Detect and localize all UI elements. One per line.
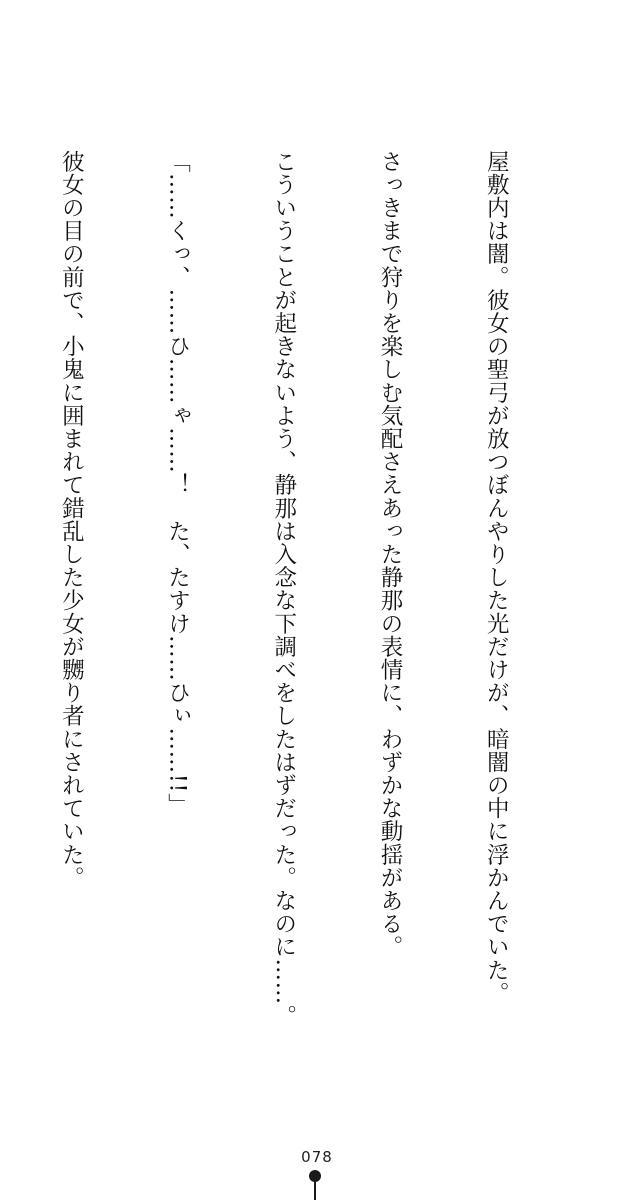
page-number: 078 <box>301 1148 333 1166</box>
page-marker-line <box>314 1181 316 1200</box>
text-line: 彼女の目の前で、小鬼に囲まれて錯乱した少女が嬲り者にされていた。 <box>58 150 85 890</box>
text-line: 「……くっ、……ひ……ゃ……！ た、たすけ……ひぃ……!!」 <box>164 150 191 817</box>
vertical-text-body <box>44 150 584 1030</box>
text-line: こういうことが起きないよう、静那は入念な下調べをしたはずだった。なのに……。 <box>270 150 297 1028</box>
text-line: さっきまで狩りを楽しむ気配さえあった静那の表情に、わずかな動揺がある。 <box>376 150 403 959</box>
text-line: 屋敷内は闇。彼女の聖弓が放つぼんやりした光だけが、暗闇の中に浮かんでいた。 <box>483 150 510 1005</box>
